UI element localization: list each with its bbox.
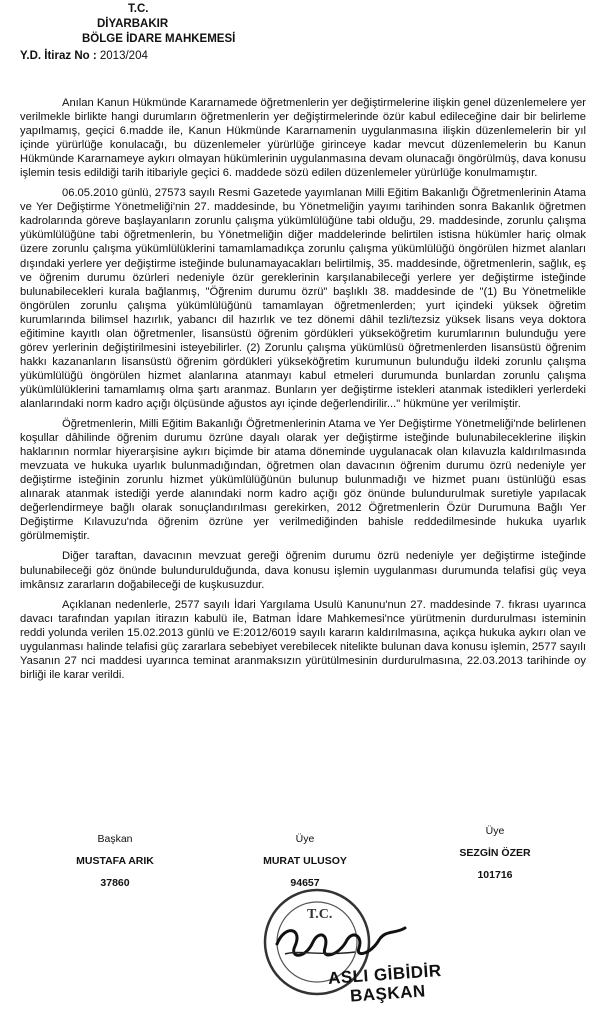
signature-name: MURAT ULUSOY xyxy=(263,855,347,867)
file-number-value: 2013/204 xyxy=(99,50,148,62)
signature-block-member-2 xyxy=(430,820,560,886)
file-number xyxy=(20,49,148,63)
signature-role: Üye xyxy=(485,825,505,837)
paragraph-2: 06.05.2010 günlü, 27573 sayılı Resmi Gazetede yayımlanan Milli Eğitim Bakanlığı Öğretmenlerinin Atama ve Yer Değiştirme Yönetmeliği'nin 27. maddesinde, bu Yönetmeliğin yayımı tarihinden sonra Bakanlık öğretmen kadrolarında göreve başlayanların zorunlu çalışma yükümlülüğüne tabi olduğu, 29. maddesinde, zorunlu çalışma yükümlülüğüne tabi öğretmenlerin, bu Yönetmeliğin diğer maddelerinde belirtilen istisna hükümler hariç olmak üzere zorunlu çalışma yükümlülüklerini tamamlamadıkça zorunlu çalışma yükümlülüğü öngörülen hizmet alanları dışındaki yerlere yer değiştirme isteğinde bulunamayacakları belirtilmiş, 35. maddesinde, öğretmenlerin, sağlık, eş ve öğrenim durumu özürleri nedeniyle özür gereklerinin karşılanabileceği yerlere yer değiştirme isteğinde bulunabilecekleri kurala bağlanmış, "Öğrenim durumu özrü" başlıklı 38. maddesinde de "(1) Bu Yönetmelikle öngörülen zorunlu çalışma yükümlülüğünü tamamlayan öğretmenlerden; yurt içindeki yüksek öğretim kurumlarında bilimsel hazırlık, yabancı dil hazırlık ve tez dönemi dâhil tezli/tezsiz yüksek lisans veya doktora eğitimine kayıtlı olan öğretmenler, lisansüstü öğrenim gördükleri yükseköğretim kurumlarının bulunduğu yere görev yerlerinin değiştirilmesini isteyebilirler. (2) Zorunlu çalışma yükümlüsü öğretmenlerden lisansüstü öğrenim hakkı kazananların lisansüstü öğrenim gördükleri yükseköğretim kurumunun bulunduğu ildeki zorunlu çalışma yükümlülüğü öngörülen hizmet alanlarına atanmayı kabul etmeleri durumunda bunlardan zorunlu çalışma yükümlülüklerini tamamlamış olma şartı aranmaz. Bunların yer değiştirme istekleri atanmak istedikleri yerlerdeki alanlarındaki norm kadro açığı ölçüsünde ağustos ayı içinde değerlendirilir..." hükmüne yer verilmiştir. xyxy=(20,187,586,410)
paragraph-5: Açıklanan nedenlerle, 2577 sayılı İdari Yargılama Usulü Kanunu'nun 27. maddesinde 7. fıkrası uyarınca davacı tarafından yapılan itirazın kabulü ile, Batman İdare Mahkemesi'nce yürütmenin durdurulması isteminin reddi yolunda verilen 15.02.2013 günlü ve E:2012/6019 sayılı kararın kaldırılmasına, açıkça hukuka aykırı olan ve uygulanması halinde telafisi güç zararlara sebebiyet verebilecek nitelikte bulunan dava konusu işlemin, 2577 sayılı Yasanın 27 nci maddesi uyarınca teminat aranmaksızın yürütülmesinin durdurulmasına, 22.03.2013 tarihinde oy birliği ile karar verildi. xyxy=(20,598,586,681)
signature-role: Başkan xyxy=(97,833,133,845)
handwritten-signature xyxy=(277,928,405,955)
paragraph-1: Anılan Kanun Hükmünde Kararnamede öğretmenlerin yer değiştirmelerine ilişkin genel düzenlemelere yer verilmekle birlikte hangi durumların öğretmenlerin yer değiştirmelerinde özür kabul edileceğine dair bir belirleme yapılmamış, geçici 6.madde ile, Kanun Hükmünde Kararnamenin uygulanmasına ilişkin düzenlemelerin bir yıl içinde yürürlüğe konulacağı, bu düzenlemeler yürürlüğe girinceye kadar mevcut düzenlemelerin bu Kanun Hükmünde Kararnameye aykırı olmayan hükümlerinin uygulanmasına devam olunacağı öngörülmüş, dava konusu işlemin tesis edildiği tarih itibariyle geçici 6. maddede sözü edilen düzenlemeler yürürlüğe konulmamıştır. xyxy=(20,97,586,180)
signature-role: Üye xyxy=(295,833,315,845)
signature-name: SEZGİN ÖZER xyxy=(459,847,531,859)
header-city: DİYARBAKIR xyxy=(97,18,169,30)
signature-number: 101716 xyxy=(477,869,513,881)
signature-number: 37860 xyxy=(100,877,130,889)
seal-text: T.C. xyxy=(307,907,333,922)
signature-name: MUSTAFA ARIK xyxy=(76,855,154,867)
header-court: BÖLGE İDARE MAHKEMESİ xyxy=(82,33,236,45)
signature-number: 94657 xyxy=(290,877,320,889)
stamp-title: BAŞKAN xyxy=(349,981,427,1006)
file-number-label: Y.D. İtiraz No : xyxy=(20,50,97,62)
certified-copy-stamp: ASLI GİBİDİR xyxy=(327,961,443,988)
header-tc: T.C. xyxy=(128,3,149,15)
paragraph-4: Diğer taraftan, davacının mevzuat gereği öğrenim durumu özrü nedeniyle yer değiştirme isteğinde bulunabileceği göz önünde bulundurulduğunda, dava konusu işlemin uygulanması durumunda telafisi güç veya imkânsız zararların doğabileceği de kuşkusuzdur. xyxy=(20,550,586,591)
decision-body xyxy=(20,96,586,688)
paragraph-3: Öğretmenlerin, Milli Eğitim Bakanlığı Öğretmenlerinin Atama ve Yer Değiştirme Yönetmeliği'nde belirlenen koşullar dâhilinde öğrenim durumu özrüne dayalı olarak yer değiştirme isteğinde bulunabileceklerine ilişkin haklarının normlar hiyerarşisine aykırı biçimde bir atama döneminde uygulanacak olan kılavuzla kaldırılmasında mevzuata ve hukuka uyarlık bulunmadığından, öğretmen olan davacının öğrenim durumu özrü nedeniyle yer değiştirme isteğinin zorunlu hizmet yükümlülüğünün bulunup bulunmadığı ve hizmet puanı üstünlüğü esas alınarak atanmak istediği yerde alanındaki norm kadro açığı göz önünde bulundurulmak suretiyle yapılacak değerlendirmeye bağlı olarak sonuçlandırılması gerekirken, 2012 Öğretmenlerin Özür Durumuna Bağlı Yer Değiştirme Kılavuzu'nda öğrenim özrüne yer verilmediğinden bahisle reddedilmesinde hukuka uyarlık görülmemiştir. xyxy=(20,418,586,543)
signature-block-president xyxy=(50,828,180,894)
